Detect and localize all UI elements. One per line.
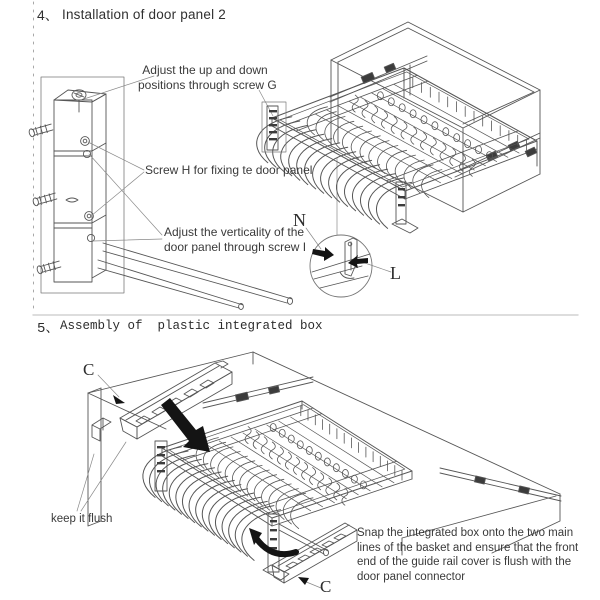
screw-g-note-line2: positions through screw G	[138, 78, 277, 92]
screw-i-note	[164, 225, 306, 255]
screw-h-note: Screw H for fixing te door panel	[145, 163, 313, 177]
detail-circle-section4	[310, 235, 372, 297]
section4-title: Installation of door panel 2	[62, 7, 226, 22]
c-top-arrowhead	[113, 395, 125, 404]
c-bottom-arrowhead	[298, 577, 309, 585]
screw-i-note-line1: Adjust the verticality of the	[164, 225, 305, 239]
snap-note	[357, 526, 578, 584]
side-screw-icon	[36, 260, 61, 274]
screw-i-note-line2: door panel through screw I	[164, 240, 307, 254]
snap-note-line3: end of the guide rail cover is flush with the	[357, 556, 572, 568]
snap-note-line1: Snap the integrated box onto the two main	[357, 527, 574, 539]
section4-number: 4、	[37, 7, 59, 23]
snap-note-line4: door panel connector	[357, 570, 466, 583]
screw-g-note	[138, 63, 277, 93]
door-panel-connector-detail	[28, 77, 292, 310]
section5-title: Assembly of plastic integrated box	[60, 319, 323, 333]
side-screw-icon	[32, 192, 57, 206]
section5-number: 5、	[37, 321, 60, 337]
insert-arrow-down	[161, 398, 210, 452]
label-n: N	[293, 210, 306, 230]
snap-note-line2: lines of the basket and ensure that the front	[357, 541, 579, 554]
cabinet-drawing-section4	[331, 22, 540, 212]
label-c-top: C	[83, 360, 95, 379]
screw-g-note-line1: Adjust the up and down	[142, 63, 268, 77]
label-c-bottom: C	[320, 577, 332, 596]
basket-brackets-section4	[262, 65, 537, 233]
cabinet-drawing-section5	[88, 352, 560, 555]
wire-basket-section4	[257, 68, 537, 228]
keep-it-flush-note: keep it flush	[51, 513, 113, 525]
snap-arrow-curved	[249, 528, 296, 554]
label-l: L	[390, 263, 401, 283]
